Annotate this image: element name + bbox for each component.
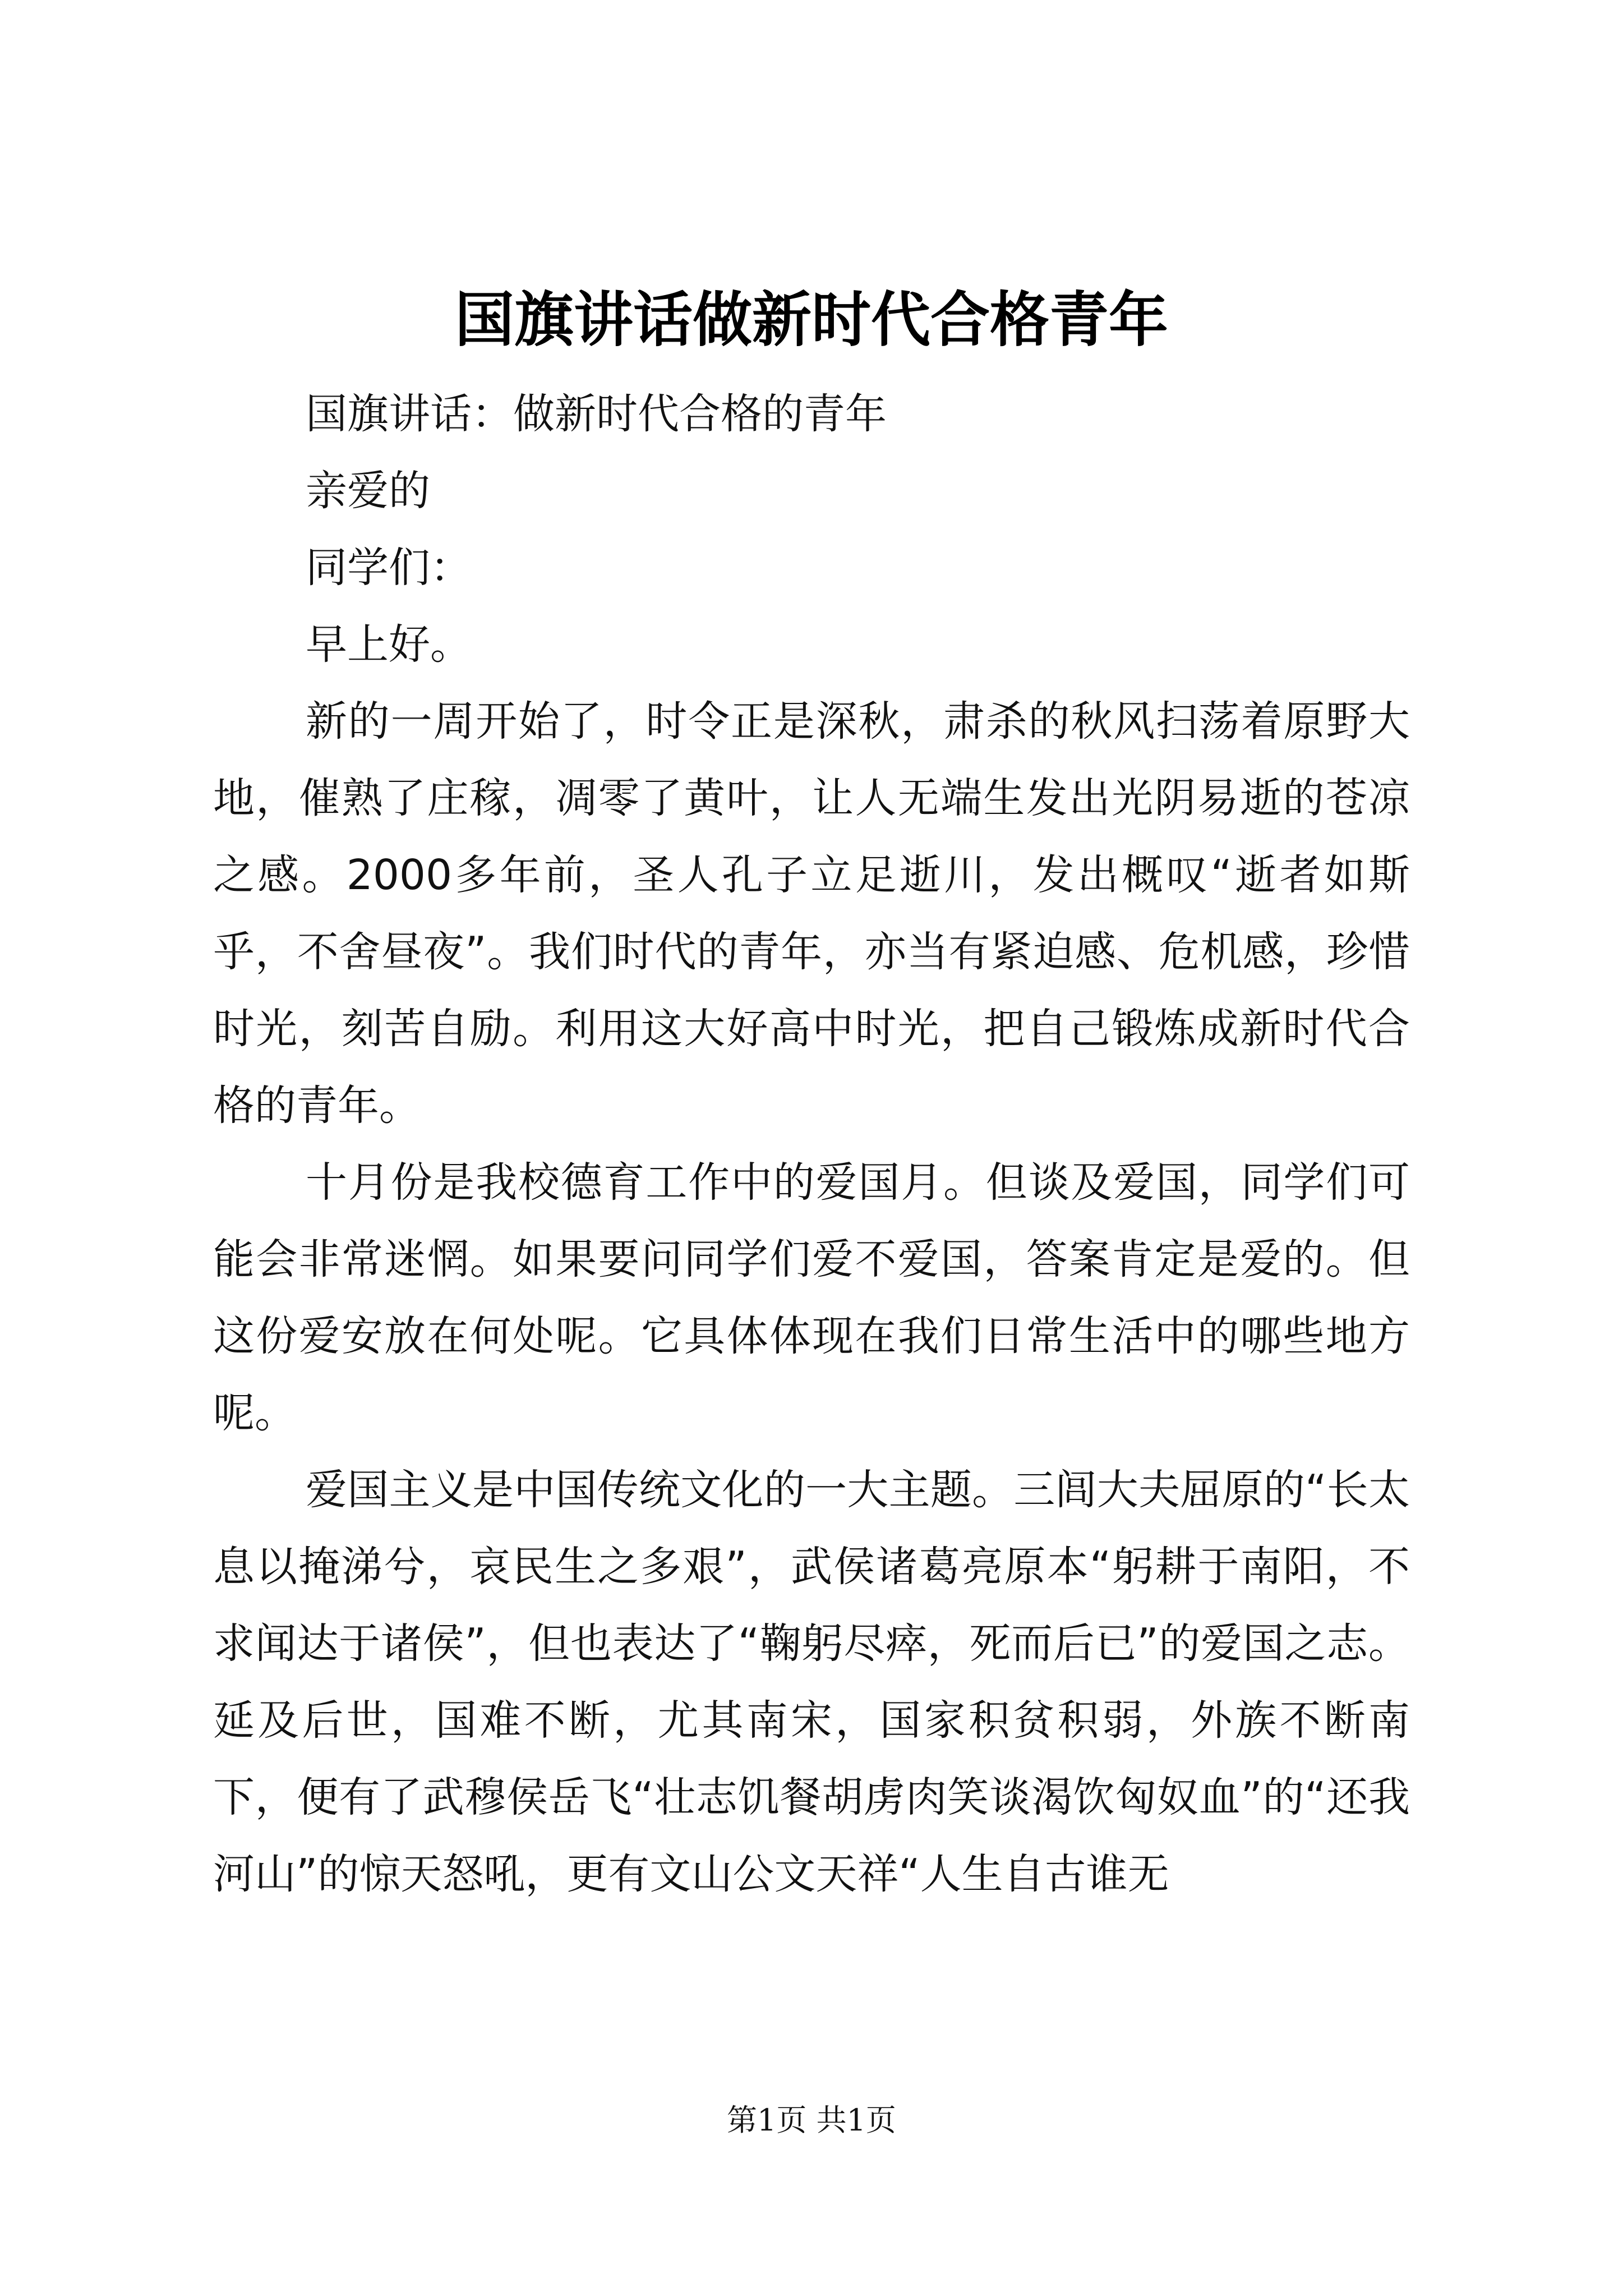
document-title: 国旗讲话做新时代合格青年	[455, 284, 1168, 355]
body-paragraph: 十月份是我校德育工作中的爱国月。但谈及爱国，同学们可能会非常迷惘。如果要问同学们爱不爱国，答案肯定是爱的。但这份爱安放在何处呢。它具体体现在我们日常生活中的哪些地方呢。	[213, 1158, 1410, 1437]
body-paragraph: 爱国主义是中国传统文化的一大主题。三闾大夫屈原的“长太息以掩涕兮，哀民生之多艰”，武侯诸葛亮原本“躬耕于南阳，不求闻达于诸侯”，但也表达了“鞠躬尽瘁，死而后已”的爱国之志。延及后世，国难不断，尤其南宋，国家积贫积弱，外族不断南下，便有了武穆侯岳飞“壮志饥餐胡虏肉笑谈渴饮匈奴血”的“还我河山”的惊天怒吼，更有文山公文天祥“人生自古谁无	[213, 1466, 1410, 1898]
greeting-paragraph: 亲爱的	[306, 467, 430, 515]
subtitle-paragraph: 国旗讲话：做新时代合格的青年	[306, 390, 887, 438]
salutation-paragraph: 同学们：	[306, 544, 472, 592]
page-footer: 第1页 共1页	[727, 2102, 896, 2138]
document-body	[213, 376, 1410, 1913]
body-paragraph: 新的一周开始了，时令正是深秋，肃杀的秋风扫荡着原野大地，催熟了庄稼，凋零了黄叶，让人无端生发出光阴易逝的苍凉之感。2000多年前，圣人孔子立足逝川，发出概叹“逝者如斯乎，不舍昼夜”。我们时代的青年，亦当有紧迫感、危机感，珍惜时光，刻苦自励。利用这大好高中时光，把自己锻炼成新时代合格的青年。	[213, 697, 1410, 1130]
good-morning-paragraph: 早上好。	[306, 620, 472, 669]
